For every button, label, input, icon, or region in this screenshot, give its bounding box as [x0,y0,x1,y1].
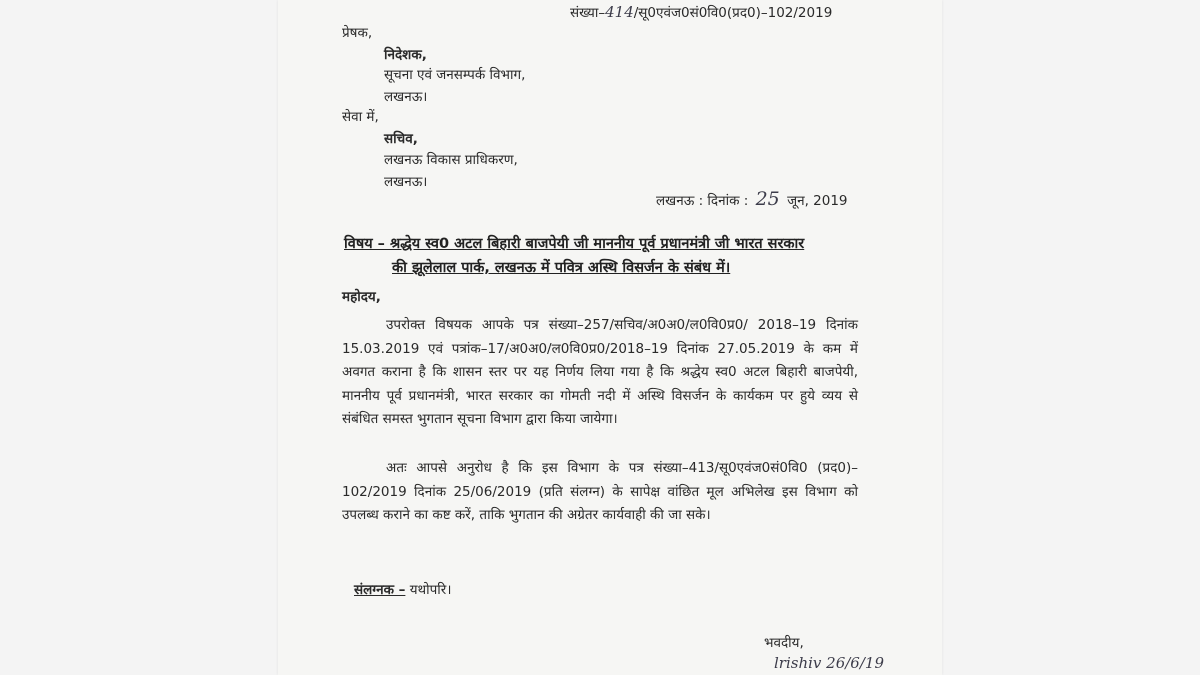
body-paragraph-1: उपरोक्त विषयक आपके पत्र संख्या–257/सचिव/अ0अ0/ल0वि0प्र0/ 2018–19 दिनांक 15.03.2019 एवं पत्रांक–17/अ0अ0/ल0वि0प्र0/2018–19 दिनांक 27.05.2019 के कम में अवगत कराना है कि शासन स्तर पर यह निर्णय लिया गया है कि श्रद्धेय स्व0 अटल बिहारी बाजपेयी, माननीय पूर्व प्रधानमंत्री, भारत सरकार का गोमती नदी में अस्थि विसर्जन के कार्यकम पर हुये व्यय से संबंधित समस्त भुगतान सूचना विभाग द्वारा किया जायेगा। [342,317,858,428]
subject-line-2: की झूलेलाल पार्क, लखनऊ में पवित्र अस्थि विसर्जन के संबंध में। [392,260,731,276]
recipient-title: सचिव, [384,131,418,147]
right-margin [942,0,1200,675]
sender-label: प्रेषक, [342,25,373,41]
reference-suffix: /सू0एवंज0सं0वि0(प्रद0)–102/2019 [633,5,833,21]
date-month-year: जून, 2019 [787,193,848,209]
handwritten-day: 25 [755,188,780,210]
enclosure [354,581,451,599]
enclosure-label: संलग्नक – [354,582,406,598]
left-margin [0,0,278,675]
letter-date [656,190,848,210]
sender-department: सूचना एवं जनसम्पर्क विभाग, [384,67,526,83]
reference-number [570,3,832,22]
body-paragraph-2: अतः आपसे अनुरोध है कि इस विभाग के पत्र संख्या–413/सू0एवंज0सं0वि0 (प्रद0)–102/2019 दिनांक 25/06/2019 (प्रति संलग्न) के सापेक्ष वांछित मूल अभिलेख इस विभाग को उपलब्ध कराने का कष्ट करें, ताकि भुगतान की अग्रेतर कार्यवाही की जा सके। [342,460,858,524]
valediction: भवदीय, [764,635,804,651]
subject-line-1: विषय – श्रद्धेय स्व0 अटल बिहारी बाजपेयी जी माननीय पूर्व प्रधानमंत्री जी भारत सरकार [344,236,805,252]
recipient-label: सेवा में, [342,109,379,125]
letter-page [278,0,942,675]
signature: lrishiv 26/6/19 [774,654,884,672]
handwritten-reference: 414 [605,3,634,21]
recipient-organization: लखनऊ विकास प्राधिकरण, [384,152,518,168]
subject [344,232,864,280]
salutation: महोदय, [342,289,381,305]
sender-city: लखनऊ। [384,89,428,105]
sender-title: निदेशक, [384,47,427,63]
reference-prefix: संख्या– [570,5,606,21]
date-prefix: लखनऊ : दिनांक : [656,193,749,209]
recipient-city: लखनऊ। [384,174,428,190]
enclosure-value: यथोपरि। [409,582,452,598]
